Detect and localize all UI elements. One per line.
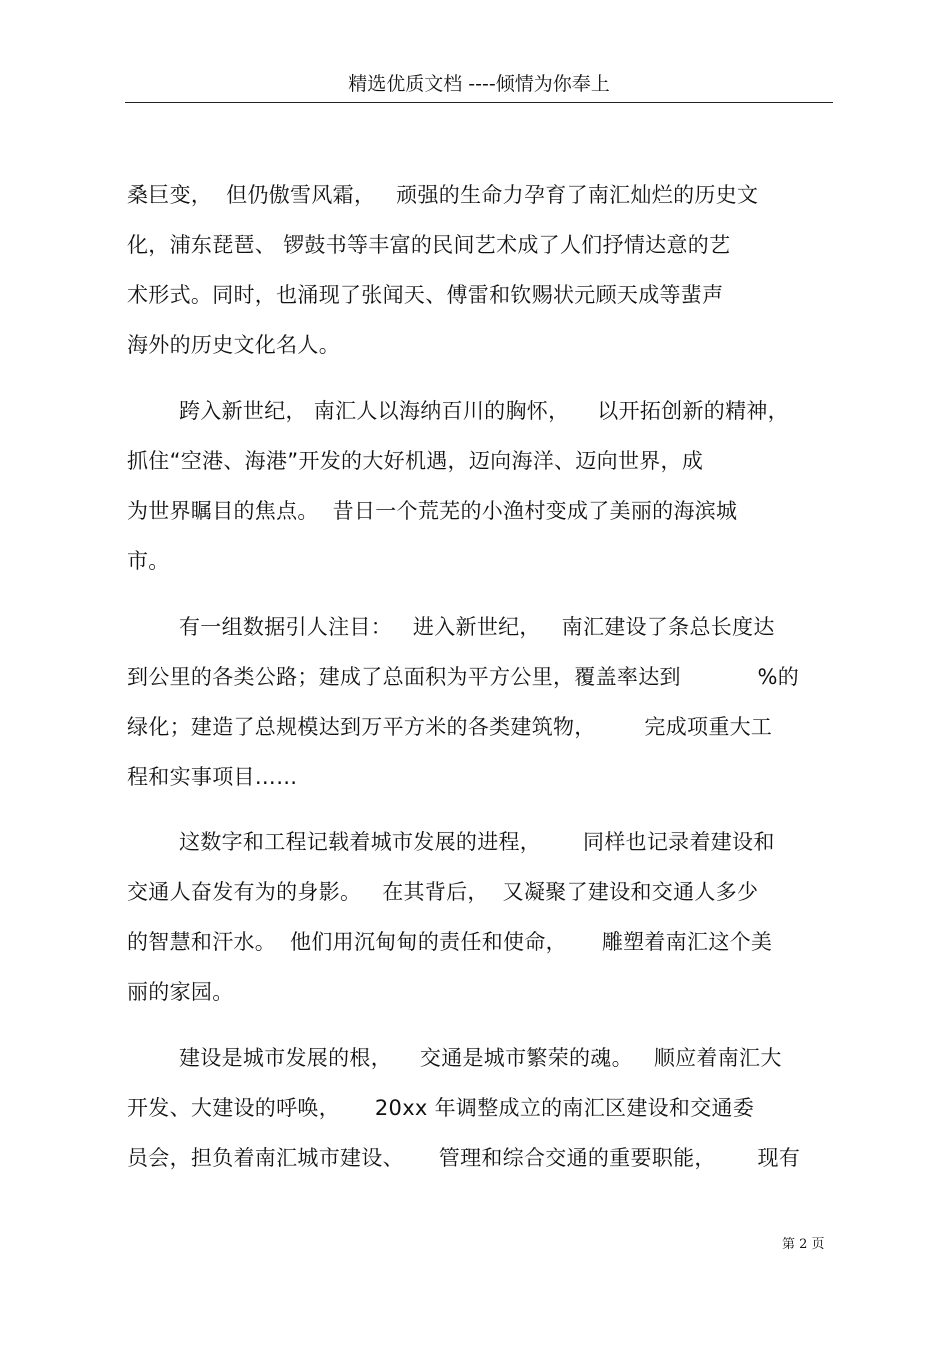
header-title: 精选优质文档 ----倾情为你奉上 [348, 73, 610, 95]
text-line: 建设是城市发展的根， 交通是城市繁荣的魂。 顺应着南汇大 [179, 1046, 782, 1070]
text-line: 桑巨变， 但仍傲雪风霜， 顽强的生命力孕育了南汇灿烂的历史文 [127, 183, 759, 207]
text-line: 到公里的各类公路；建成了总面积为平方公里，覆盖率达到 %的 [127, 665, 800, 689]
text-line: 跨入新世纪， 南汇人以海纳百川的胸怀， 以开拓创新的精神， [179, 399, 789, 423]
text-line: 化，浦东琵琶、 锣鼓书等丰富的民间艺术成了人们抒情达意的艺 [127, 233, 731, 257]
page-number: 第 2 页 [782, 1237, 825, 1252]
text-line: 的智慧和汗水。 他们用沉甸甸的责任和使命， 雕塑着南汇这个美 [127, 930, 773, 954]
text-line: 抓住“空港、海港”开发的大好机遇，迈向海洋、迈向世界，成 [127, 449, 704, 473]
text-line: 这数字和工程记载着城市发展的进程， 同样也记录着建设和 [179, 830, 775, 854]
text-line: 员会，担负着南汇城市建设、 管理和综合交通的重要职能， 现有 [127, 1146, 801, 1170]
text-line: 海外的历史文化名人。 [127, 333, 340, 357]
text-line: 程和实事项目…… [127, 765, 298, 789]
text-line: 术形式。同时，也涌现了张闻天、傅雷和钦赐状元顾天成等蜚声 [127, 283, 724, 307]
text-line: 市。 [127, 549, 170, 573]
text-line: 有一组数据引人注目： 进入新世纪， 南汇建设了条总长度达 [179, 615, 775, 639]
text-line: 开发、大建设的呼唤， 20xx 年调整成立的南汇区建设和交通委 [127, 1096, 755, 1120]
text-line: 交通人奋发有为的身影。 在其背后， 又凝聚了建设和交通人多少 [127, 880, 759, 904]
header-divider [125, 102, 833, 103]
text-line: 绿化；建造了总规模达到万平方米的各类建筑物， 完成项重大工 [127, 715, 773, 739]
text-line: 丽的家园。 [127, 980, 234, 1004]
text-line: 为世界瞩目的焦点。 昔日一个荒芜的小渔村变成了美丽的海滨城 [127, 499, 738, 523]
